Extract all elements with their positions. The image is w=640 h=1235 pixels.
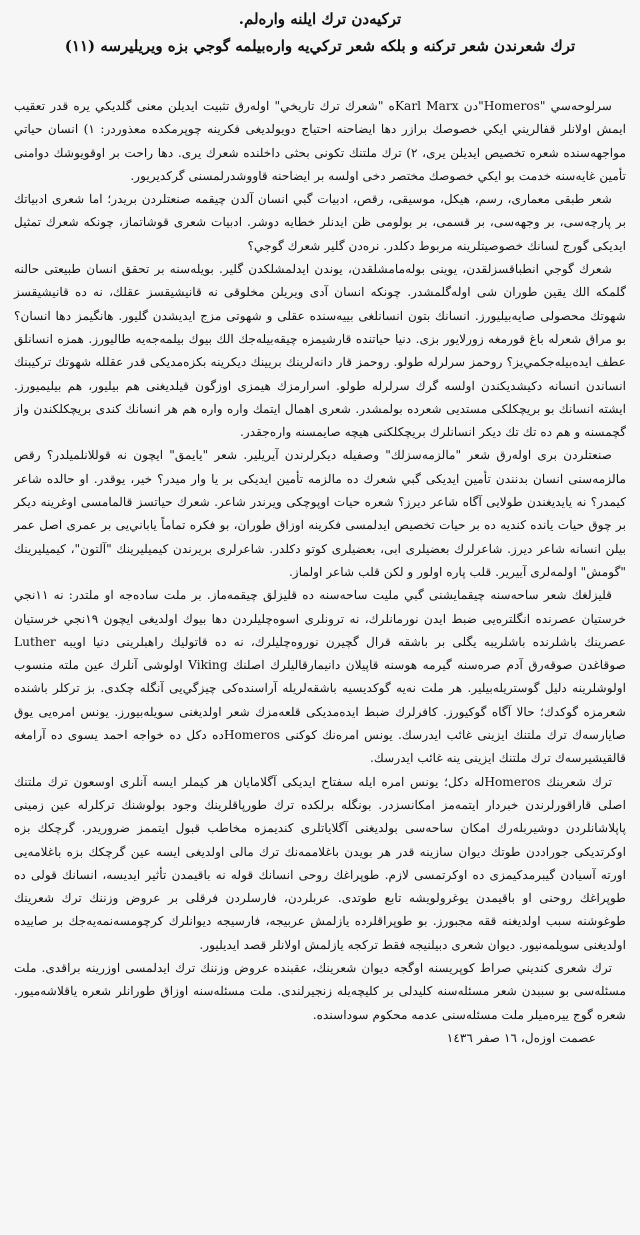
paragraph: ترك شعرينك Homerosله دكل؛ يونس امره ايله سفتاح ايديكى آگلامايان هر كيملر ايسه آنلرى اوسعون ترك ملتنك اصلى قاراقورلرندن خبردار ايتمه‌مز امكانسزدر. بونگله برلكده ترك طورپاقلرينك وجود بولوشنك تركلرله عين زمينى پاپلاشانلردن دوشيربله‌رك امكان ساحه‌سى بولديغنى آگلاياتلرى كنديمزه مخاطب قبول ايتممز ضروريدر. گرچكك بزه اوكرتديكى جوراددن طوتك ديوان سازينه قدر هر بويدن باغلاممه‌نك ترك مالى اولديغى ايسه عين گرچكك بزه باغلامه‌يى اورته آسيادن گيبرمدكيمزى ده اوكرتمسى لازم. طوپراغك روحى انسانك قوله نه باقيمدن تأثير ايديسه، انسانك قولى ده طوپراغك روحنى او باقيمدن يوغرولويشه تابع طوتدى. عربلردن، فارسلردن فرقلى بر عروض وزننك ترك شعرينك طوغوشنه سبب اولديغنه ققه مجبورز. بو طوپراقلرده يازلمش عربيجه، فارسيجه ديوانلرك كرچومسه‌نمه‌يه‌جك بر صاييده اولديغنى سويلمه‌نيور. ديوان شعرى دبيلنيجه فقط تركجه يازلمش اولانلر قصد ايديليور. bbox=[14, 774, 626, 952]
paragraph: صنعتلردن برى اولەرق شعر "مالزمه‌سزلك" وصفيله ديكرلرندن آيريلير. شعر "يايمق" ايچون نه قوللانلميلدر؟ رقص مالزمه‌سنى انسان بدنندن تأمين ايديكى گبي شعرك ده مالزمه تأمين ايديكى بر يا وار ميدر؟ خير، يوقدر. او حالده شاعر كيمدر؟ نه يايديغندن طولايى آگاه شاعر ديرز؟ شعره حيات اوپوچكى ويرندر شاعر. شعرك حياتسز قالمامسى اوغرينه ديكر بر چوق حيات يانده كنديه ده بر حيات تخصيص ايدلمسى فكرينه اوزاق طوران، بو فكره تماماً ياباني‌يى بر عمرى اصل عمر بيلن انسانه شاعر ديرز. شاعرلرك بعضيلرى ابى، بعضيلرى كوتو دكلدر. شاعرلرى بريرندن كيميليرينك "آلتون"، كيميليرينك "گومش" اولمه‌لرى آييرير. قلب پاره اولور و لكن قلب شاعر اولماز. bbox=[14, 448, 626, 579]
article-body bbox=[14, 95, 626, 1050]
author-signature-date: عصمت اوزەل، ١٦ صفر ١٤٣٦ bbox=[446, 1030, 596, 1045]
paragraph: شعرك گوجي انطباقسزلقدن، يوينى بوله‌مامشلقدن، يوندن ايدلمشلكدن گلير. بويله‌سنه بر تحقق انسان طبيعتى حالنه گلمكه الك يقين طوران شى اوله‌گلمشدر. چونكه انسان آدى ويريلن مخلوقى نه قانيشيقسز عقلك، نه ده قانيشيقسز شهوتك محصولى صايه‌بيليورز. انسانك بتون انسانلغى بييه‌سنده عقلى و شهوتى مزج ايديشدن گليور. هانگيمز دها انسان؟ بو مراق شعرله باغ قورمغه زورلايور بزى. دنيا حياتنده قارشيمزه چيقه‌بيله‌جك الك بيوك بيلمه‌جه‌يه طاليورز. همزه انسانلق عطف ايده‌بيله‌جكمي‌يز؟ روحمز سرلرله طولو. روحمز قار دانه‌لرينك بريينك ديكرينه بكزه‌مديكى قدر عقلله شهوتك تركيبنك انساندن انسانه دكيشديكندن اولسه گرك سرلرله طولو. اسرارمزك هيمزى اوزگون قيلديغنى هم بيليور، هم بيليميورز. ايشته انسانك بو بريچكلكى مستديى شعرده بولمشدر. شعرى اهمال ايتمك واره واره هم هر انسانك كندى بريچكلكندن واز گچمسنه و هم ده تك تك ديكر انسانلرك بريچكلكنى هيچه صايمسنه واره‌جقدر. bbox=[14, 262, 626, 440]
article-title: تركيه‌دن ترك ايلنه واره‌لم. bbox=[238, 10, 402, 28]
paragraph: شعر طبقى معمارى، رسم، هيكل، موسيقى، رقص، ادبيات گبي انسان آلدن چيقمه صنعتلردن بريدر؛ اما شعرى ادبياتك بر پارچه‌سى، بر وجهه‌سى، بر قسمى، بر بولومى ظن ايدنلر خطايه دوشر. ادبيات شعرى قوشاتماز، چونكه شعرك تمثيل ايديكى گورج لسانك خصوصيتلرينه مربوط دكلدر. نره‌دن گلير شعرك گوجي؟ bbox=[14, 192, 626, 253]
paragraph: قليزلغك شعر ساحه‌سنه چيقمايشنى گبي مليت ساحه‌سنه ده قليزلق چيقمەماز. بر ملت ساده‌جه او ملتدر: نه ١١نجي خرستيان عصرنده انگلترەيى ضبط ايدن نورمانلرك، نه ترونلرى اسوەچليلردن دها بيوك اولديغى ايچون ١٩نجي خرستيان عصرينك باشلرنده باشلريبه يگلى بر باشقه قرال گچيرن نوروەچليلرك، نه ده قاتوليك راهبلرينى دنيا اويبه Luther صوقاغدن صوقەرق آدم صرەسنه گيرمه هوسنه قاپيلان دانيمارقاليلرك اصلنك Viking اولوشى آنلرك عين ملته منسوب اولوشلرينه دليل گوستريله‌بيلير. هر ملت نه‌يه گوكديسيه باشقه‌لريله آراسنده‌كى چيزگي‌يى آنگله چكدى. بز تركلر باشنده شعرمزه گوكدك؛ حالا آگاه گوكيورز. كافرلرك ضبط ايده‌مديكى قلعه‌مزك شعر اولديغنى سويله‌بيورز. يونس امره‌يى يوق صايارسەك ترك ملتنك ايزينى غائب ايدرسك. يونس امره‌نك كوكنى Homerosده دكل ده خواجه احمد يسوى ده آرامغه قالقيشيرسەك ترك ملتنك ايزينى ينه غائب ايدرسك. bbox=[14, 588, 627, 766]
paragraph: ترك شعرى كنديني صراط كوپريسنه اوگجه ديوان شعرينك، عقبنده عروض وزننك ترك ايدلمسى اوزرينه براقدى. ملت مسئله‌سى بو سببدن شعر مسئله‌سنه كليدلى بر كليچه‌يله زنجيرلندى. ملت مسئله‌سنه اوزاق طورانلر شعره ياقلاشه‌ميور. شعره گوج ييرەميلر ملت مسئله‌سنى عدمه محكوم سوداسنده. bbox=[14, 960, 626, 1022]
article-subtitle: ترك شعرندن شعر تركنه و بلكه شعر تركي‌يه واره‌بيلمه گوجي بزه ويريليرسه (١١) bbox=[64, 36, 576, 55]
paragraph: سرلوحه‌سي "Homeros"دن Karl Marxه "شعرك ترك تاريخي" اولەرق تثبيت ايديلن معنی گلديكي يره قدر تعقيب ايمش اولانلر قفالريني ايكي خصوصك برازر دها ايضاحنه احتياج دويولديغی فكرينه چوپرمكده معذوردر: ١) انسان حياتي مواجهه‌سنده شعره تخصيص ايديلن يرى، ٢) ترك ملتنك تكونى بحثى داخلنده شعرك يرى. دها راحت بر اوقويوشك دوامنى تأمين غايه‌سنه خدمت بو ايكي خصوصك مختصر دخی اولسه بر ايضاحنه قاووشدرلمسنى گركديريور. bbox=[14, 99, 626, 183]
